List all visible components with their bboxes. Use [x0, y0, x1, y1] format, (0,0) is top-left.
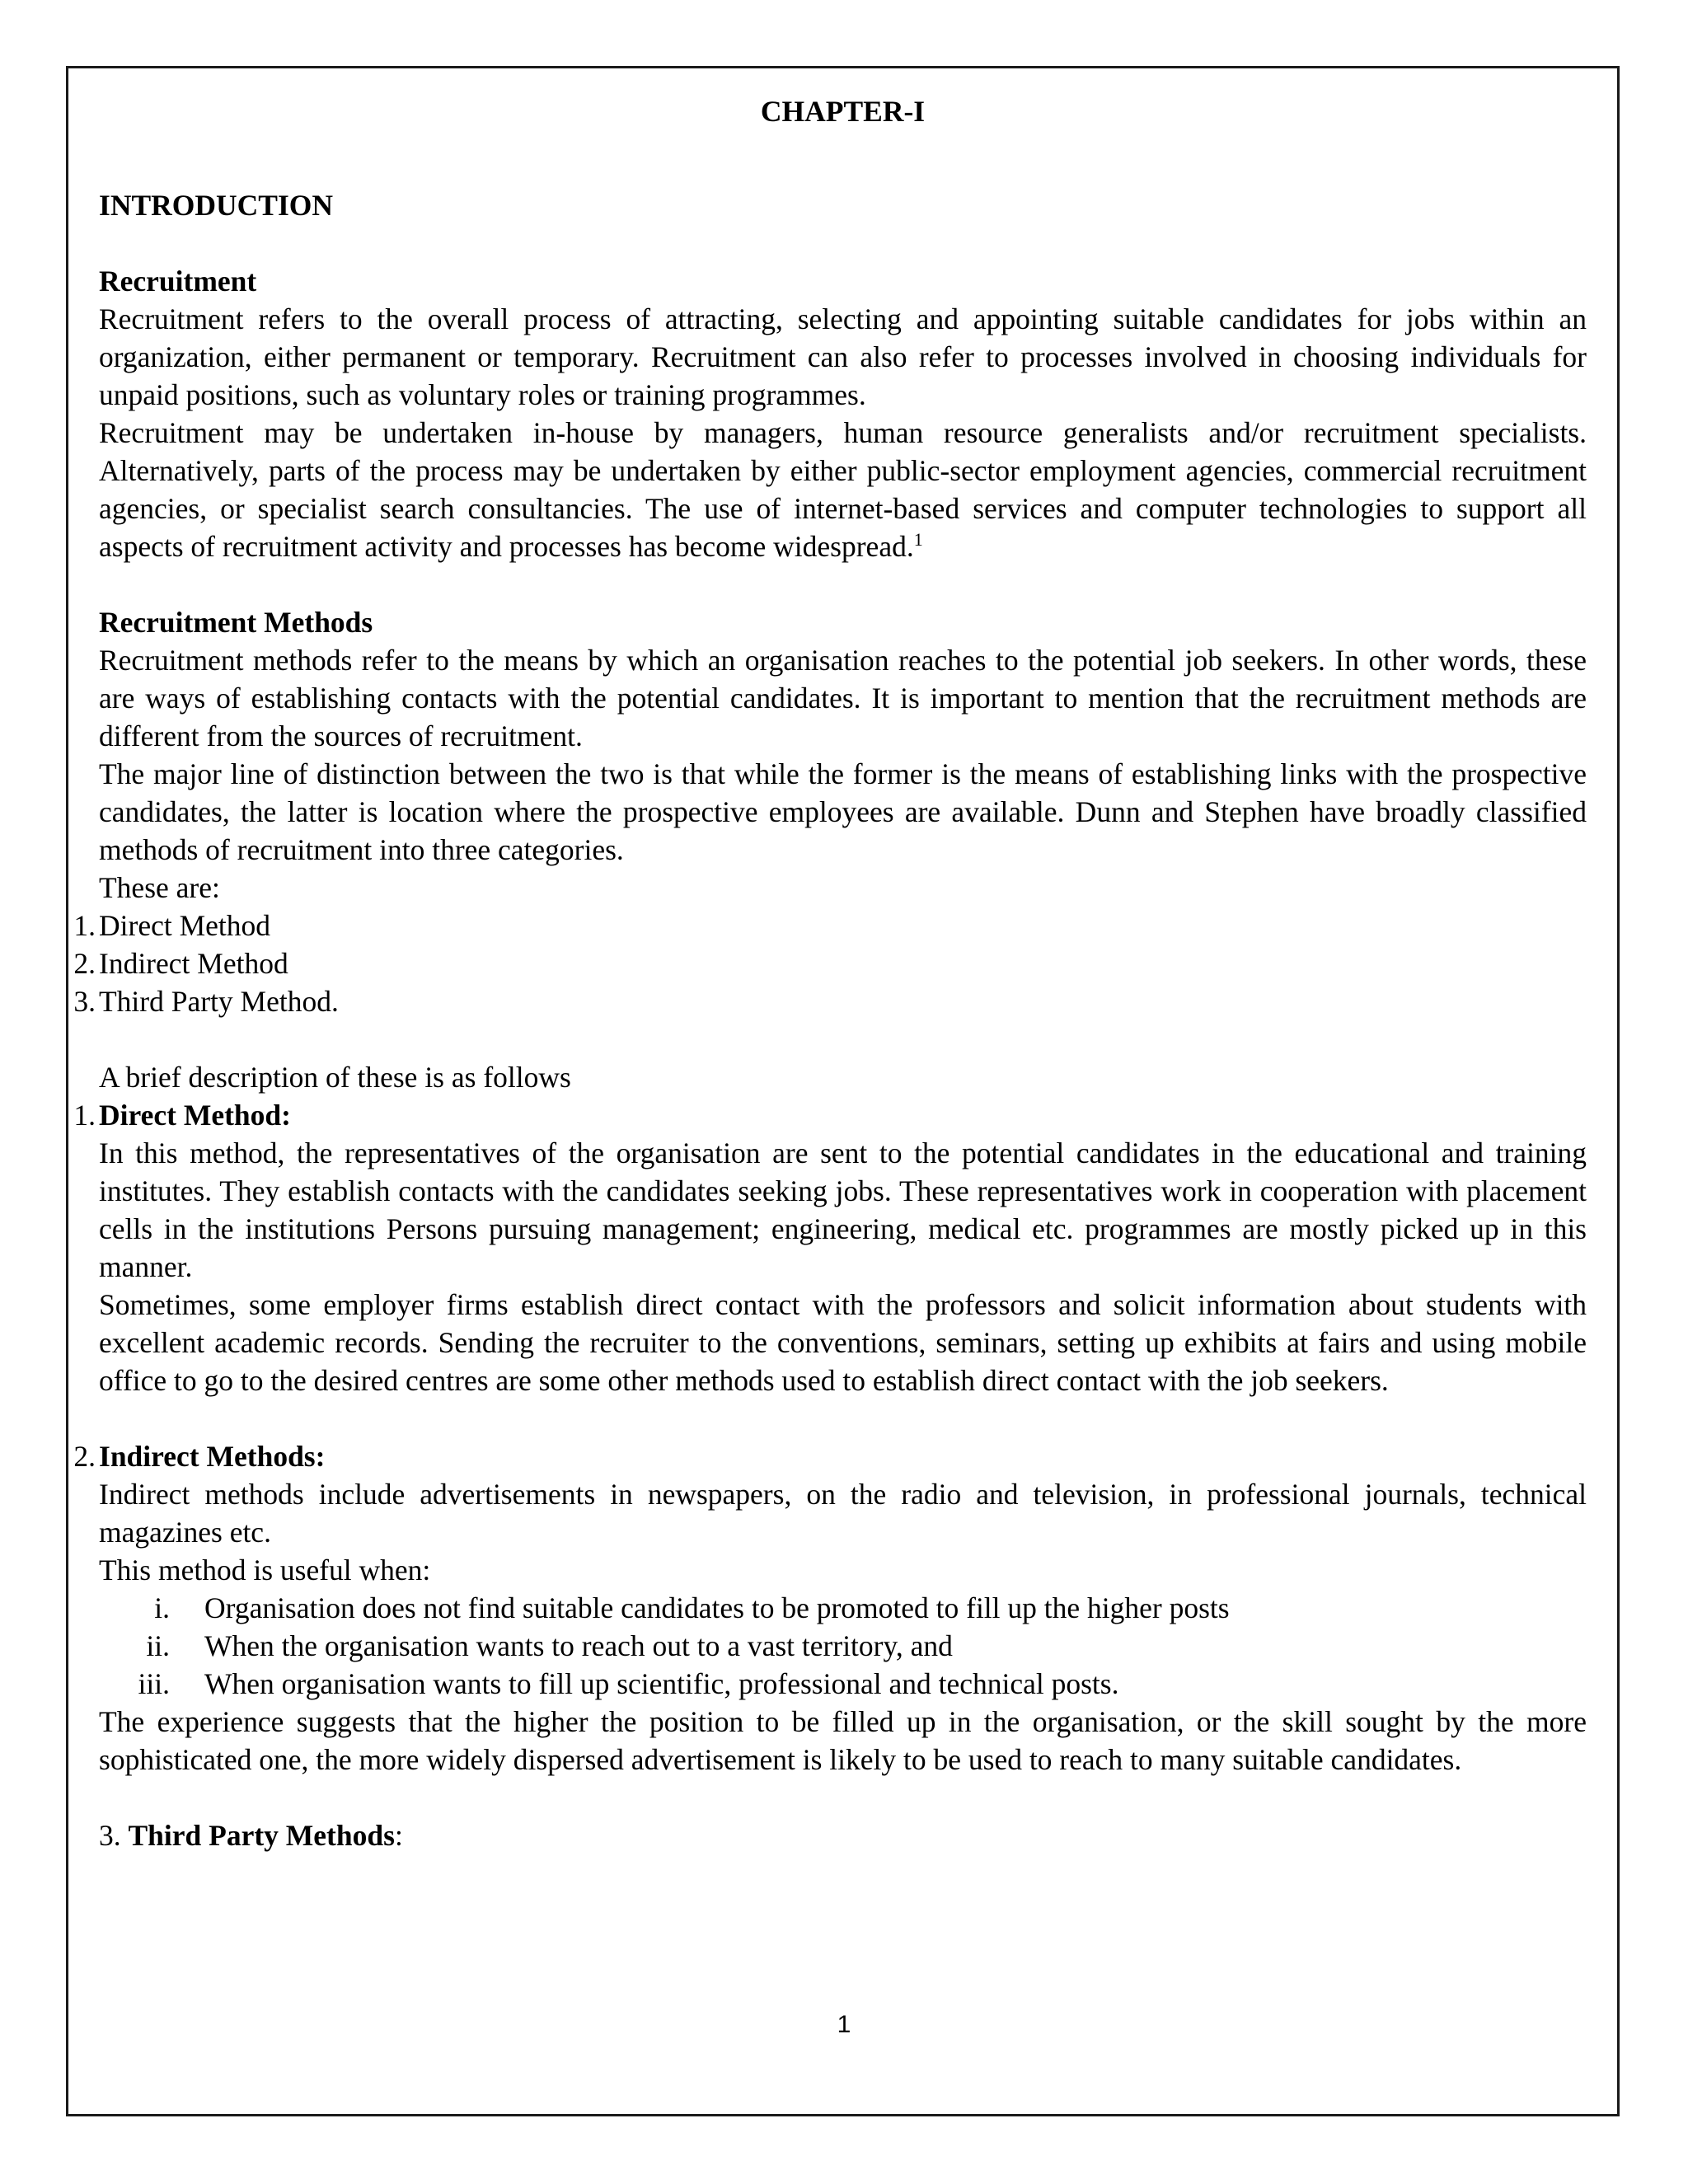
list-item-number: i. [154, 1591, 170, 1624]
brief-description: A brief description of these is as follows [99, 1061, 571, 1094]
recruitment-paragraph-1: Recruitment refers to the overall process of attracting, selecting and appointing suitable candidates for jobs within an organization, either permanent or temporary. Recruitment can also refer to processes involved in choosing individuals for unpaid positions, such as voluntary roles or training programmes. [99, 302, 1587, 411]
list-item-number: ii. [146, 1629, 170, 1662]
list-item-number: 3. [73, 985, 96, 1018]
third-number: 3. [99, 1819, 121, 1852]
list-item [73, 944, 1587, 982]
direct-section [73, 1096, 1587, 1134]
list-item-text: Direct Method [99, 909, 271, 942]
list-item-text: Indirect Method [99, 947, 288, 980]
list-item [73, 982, 1587, 1020]
useful-when-label: This method is useful when: [99, 1554, 431, 1586]
list-item-number: 2. [73, 947, 96, 980]
indirect-paragraph-1: Indirect methods include advertisements in newspapers, on the radio and television, in professional journals, technical magazines etc. [99, 1478, 1587, 1549]
list-item [73, 907, 1587, 944]
recruitment-paragraph-2-text: Recruitment may be undertaken in-house by managers, human resource generalists and/or recruitment specialists. Alternatively, parts of the process may be undertaken by either public-sector employment agencies, commercial recruitment agencies, or specialist search consultancies. The use of internet-based services and computer technologies to support all aspects of recruitment activity and processes has become widespread. [99, 416, 1587, 563]
direct-heading-text: Direct Method: [99, 1099, 291, 1132]
indirect-paragraph-2: The experience suggests that the higher the position to be filled up in the organisation, or the skill sought by the more sophisticated one, the more widely dispersed advertisement is likely to be used to reach to many suitable candidates. [99, 1705, 1587, 1776]
list-item-text: When the organisation wants to reach out to a vast territory, and [204, 1629, 953, 1662]
list-item-text: Organisation does not find suitable candidates to be promoted to fill up the higher posts [204, 1591, 1230, 1624]
methods-list [73, 907, 1587, 1020]
list-item-number: 1. [73, 909, 96, 942]
direct-number: 1. [73, 1099, 96, 1132]
chapter-title: CHAPTER-I [760, 95, 926, 128]
indirect-conditions-list [99, 1589, 1587, 1703]
indirect-number: 2. [73, 1440, 96, 1473]
indirect-section [73, 1437, 1587, 1475]
recruitment-paragraph-2 [99, 414, 1587, 565]
page-number: 1 [837, 2011, 851, 2038]
footnote-reference: 1 [913, 529, 923, 551]
third-colon: : [394, 1819, 403, 1852]
indirect-heading-text: Indirect Methods: [99, 1440, 326, 1473]
direct-paragraph-2: Sometimes, some employer firms establish direct contact with the professors and solicit information about students with excellent academic records. Sending the recruiter to the conventions, seminars, setting up exhibits at fairs and using mobile office to go to the desired centres are some other methods used to establish direct contact with the job seekers. [99, 1288, 1587, 1397]
direct-paragraph-1: In this method, the representatives of the organisation are sent to the potential candidates in the educational and training institutes. They establish contacts with the candidates seeking jobs. These representatives work in cooperation with placement cells in the institutions Persons pursuing management; engineering, medical etc. programmes are mostly picked up in this manner. [99, 1137, 1587, 1283]
list-item [99, 1627, 1587, 1665]
methods-heading: Recruitment Methods [99, 606, 373, 639]
list-item-text: When organisation wants to fill up scientific, professional and technical posts. [204, 1667, 1119, 1700]
list-item [99, 1665, 1587, 1703]
indirect-heading [73, 1437, 1587, 1475]
document-body [73, 92, 1587, 1854]
list-item-text: Third Party Method. [99, 985, 339, 1018]
direct-heading [73, 1096, 1587, 1134]
introduction-heading: INTRODUCTION [99, 189, 334, 222]
recruitment-heading: Recruitment [99, 265, 257, 298]
methods-paragraph-2: The major line of distinction between the two is that while the former is the means of establishing links with the prospective candidates, the latter is location where the prospective employees are available. Dunn and Stephen have broadly classified methods of recruitment into three categories. [99, 757, 1587, 866]
third-party-heading [99, 1816, 1587, 1854]
methods-paragraph-1: Recruitment methods refer to the means by which an organisation reaches to the potential job seekers. In other words, these are ways of establishing contacts with the potential candidates. It is important to mention that the recruitment methods are different from the sources of recruitment. [99, 644, 1587, 752]
third-heading-text: Third Party Methods [128, 1819, 395, 1852]
list-item-number: iii. [138, 1667, 170, 1700]
these-are-label: These are: [99, 871, 220, 904]
list-item [99, 1589, 1587, 1627]
